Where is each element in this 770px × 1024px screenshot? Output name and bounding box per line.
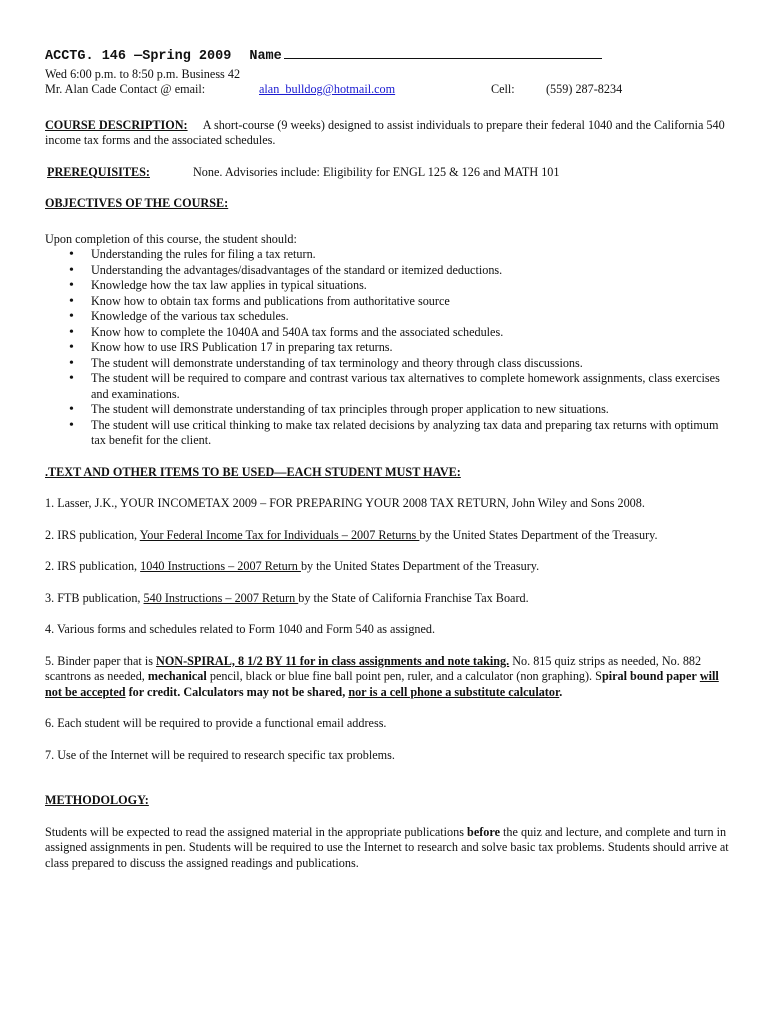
text-item-4 (45, 591, 735, 607)
text-item-6 (45, 654, 735, 701)
course-description-text: A short-course (9 weeks) designed to assist individuals to prepare their federal 1040 and the California 540 income tax forms and the associated schedules. (45, 117, 725, 147)
name-label: Name (249, 49, 282, 64)
text-item-2-post: by the United States Department of the Treasury. (419, 527, 658, 542)
name-blank (284, 46, 602, 59)
binder-text-f: piral bound paper (601, 669, 697, 683)
text-item-2 (45, 528, 735, 544)
list-item: • Know how to obtain tax forms and publications from authoritative source (91, 294, 735, 310)
binder-text-j: nor is a cell phone a substitute calculator (348, 684, 560, 699)
course-title: ACCTG. 146 —Spring 2009 (45, 49, 232, 64)
binder-text-h: will not be accepted (45, 669, 719, 699)
list-item: • The student will demonstrate understanding of tax principles through proper application to new situations. (91, 402, 735, 418)
list-item: • Understanding the advantages/disadvantages of the standard or itemized deductions. (91, 263, 735, 279)
email-link[interactable]: alan_bulldog@hotmail.com (259, 82, 396, 96)
schedule: Wed 6:00 p.m. to 8:50 p.m. Business 42 (45, 66, 241, 81)
course-description (45, 118, 735, 149)
course-description-label: COURSE DESCRIPTION: (45, 117, 188, 132)
methodology-heading: METHODOLOGY: (45, 793, 149, 807)
list-item: • Knowledge of the various tax schedules. (91, 309, 735, 325)
contact-line (45, 82, 735, 98)
text-item-3-post: by the United States Department of the Treasury. (300, 559, 540, 573)
text-item-2-title: Your Federal Income Tax for Individuals – 2007 Returns (139, 527, 420, 542)
list-item: • Understanding the rules for filing a tax return. (91, 247, 735, 263)
text-item-1: 1. Lasser, J.K., YOUR INCOMETAX 2009 – FOR PREPARING YOUR 2008 TAX RETURN, John Wiley and Sons 2008. (45, 496, 645, 510)
methodology-text-b: before (467, 824, 500, 839)
prerequisites-label: PREREQUISITES: (47, 164, 150, 179)
list-item: • The student will use critical thinking to make tax related decisions by analyzing tax data and preparing tax returns with optimum tax benefit for the client. (91, 418, 735, 449)
cell-number: (559) 287-8234 (546, 82, 623, 96)
text-item-5: 4. Various forms and schedules related to Form 1040 and Form 540 as assigned. (45, 622, 436, 636)
methodology-text-c: the quiz and lecture, and complete and turn in assigned assignments in pen. Students will be required to use the Internet to research and solve basic tax problems. Students should arrive at class prepared to discuss the assigned readings and publications. (45, 824, 729, 870)
text-item-4-pre: 3. FTB publication, (45, 590, 144, 605)
header-line (45, 46, 735, 65)
objectives-intro: Upon completion of this course, the student should: (45, 231, 297, 246)
binder-text-e: pencil, black or blue fine ball point pen, ruler, and a calculator (non graphing). S (206, 669, 602, 683)
binder-text-d: mechanical (147, 669, 207, 683)
binder-text-k: . (559, 684, 563, 699)
binder-text-a: 5. Binder paper that is (45, 653, 157, 668)
cell-label: Cell: (491, 82, 515, 96)
binder-text-c: No. 815 quiz strips as needed, No. 882 scantrons as needed, (45, 653, 702, 683)
list-item: • Know how to complete the 1040A and 540A tax forms and the associated schedules. (91, 325, 735, 341)
text-item-2-pre: 2. IRS publication, (45, 527, 140, 542)
instructor: Mr. Alan Cade Contact @ email: (45, 82, 206, 96)
text-item-3 (45, 559, 735, 575)
text-item-3-pre: 2. IRS publication, (45, 559, 141, 573)
list-item: • The student will be required to compare and contrast various tax alternatives to complete homework assignments, class exercises and examinations. (91, 371, 735, 402)
binder-text-b: NON-SPIRAL, 8 1/2 BY 11 for in class assignments and note taking. (156, 653, 510, 668)
text-item-4-post: by the State of California Franchise Tax Board. (298, 590, 529, 605)
objectives-heading: OBJECTIVES OF THE COURSE: (45, 196, 229, 210)
list-item: • Know how to use IRS Publication 17 in preparing tax returns. (91, 340, 735, 356)
methodology-text-a: Students will be expected to read the assigned material in the appropriate publications (45, 824, 468, 839)
methodology-text (45, 825, 735, 872)
list-item: • Knowledge how the tax law applies in typical situations. (91, 278, 735, 294)
text-item-3-title: 1040 Instructions – 2007 Return (140, 559, 301, 573)
binder-text-i: for credit. Calculators may not be shared, (125, 684, 349, 699)
schedule-line (45, 67, 735, 83)
objectives-list (45, 247, 735, 449)
texts-heading: .TEXT AND OTHER ITEMS TO BE USED—EACH STUDENT MUST HAVE: (45, 464, 461, 479)
text-item-8: 7. Use of the Internet will be required to research specific tax problems. (45, 747, 395, 762)
prerequisites-text: None. Advisories include: Eligibility for ENGL 125 & 126 and MATH 101 (193, 164, 560, 179)
syllabus-page (45, 46, 735, 871)
prerequisites (45, 165, 735, 181)
text-item-4-title: 540 Instructions – 2007 Return (143, 590, 299, 605)
list-item: • The student will demonstrate understanding of tax terminology and theory through class discussions. (91, 356, 735, 372)
text-item-7: 6. Each student will be required to provide a functional email address. (45, 716, 387, 730)
